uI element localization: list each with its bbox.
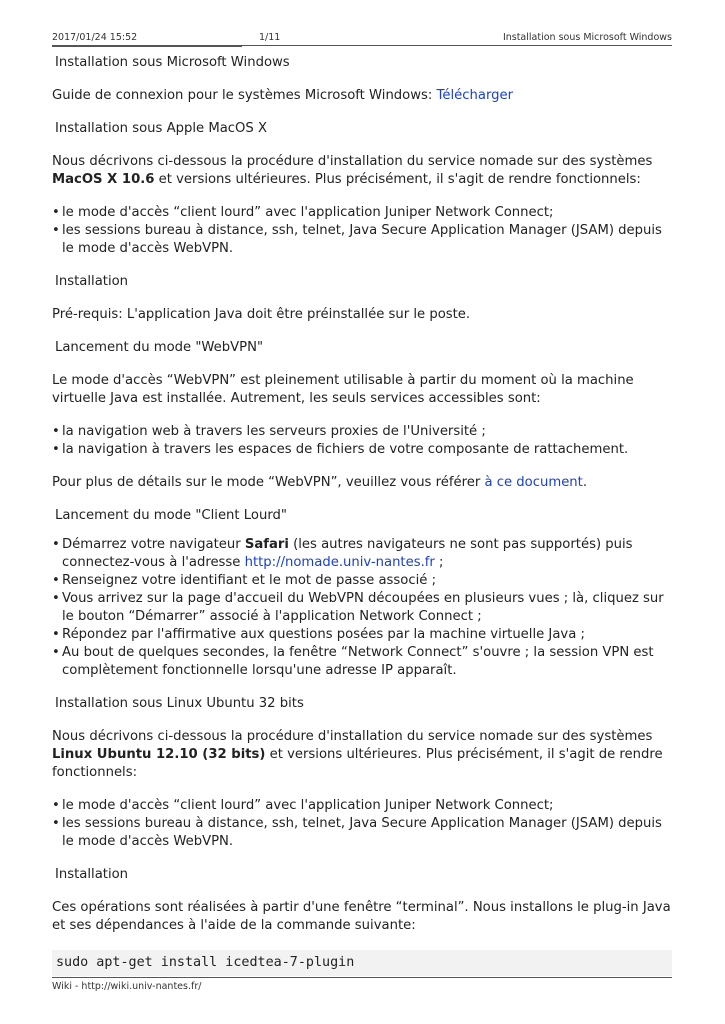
list-item: • Répondez par l'affirmative aux questions posées par la machine virtuelle Java ; <box>62 626 672 644</box>
terminal-paragraph: Ces opérations sont réalisées à partir d'une fenêtre “terminal”. Nous installons le plug-in Java et ses dépendances à l'aide de la commande suivante: <box>52 900 671 933</box>
macos-intro-paragraph: Nous décrivons ci-dessous la procédure d'installation du service nomade sur des systèmes MacOS X 10.6 et versions ultérieures. Plus précisément, il s'agit de rendre fonctionnels: <box>52 154 653 187</box>
webvpn-paragraph: Le mode d'accès “WebVPN” est pleinement utilisable à partir du moment où la machine virtuelle Java est installée. Autrement, les seuls services accessibles sont: <box>52 373 634 406</box>
page-footer: Wiki - http://wiki.univ-nantes.fr/ <box>52 977 672 992</box>
document-link[interactable]: à ce document <box>484 475 583 490</box>
list-item: • le mode d'accès “client lourd” avec l'application Juniper Network Connect; <box>62 204 672 222</box>
heading-installation-macos: Installation <box>55 274 129 289</box>
list-item: • le mode d'accès “client lourd” avec l'application Juniper Network Connect; <box>62 797 672 815</box>
list-item: • les sessions bureau à distance, ssh, telnet, Java Secure Application Manager (JSAM) depuis le mode d'accès WebVPN. <box>62 815 672 851</box>
nomade-url-link[interactable]: http://nomade.univ-nantes.fr <box>244 555 435 570</box>
ubuntu-feature-list <box>52 797 672 851</box>
list-item: • les sessions bureau à distance, ssh, telnet, Java Secure Application Manager (JSAM) depuis le mode d'accès WebVPN. <box>62 222 672 258</box>
heading-ubuntu: Installation sous Linux Ubuntu 32 bits <box>55 696 304 711</box>
list-item: • la navigation à travers les espaces de fichiers de votre composante de rattachement. <box>62 441 672 459</box>
download-link[interactable]: Télécharger <box>436 88 514 103</box>
ubuntu-version: Linux Ubuntu 12.10 (32 bits) <box>52 747 266 762</box>
list-item: • Au bout de quelques secondes, la fenêtre “Network Connect” s'ouvre ; la session VPN est complètement fonctionnelle lorsqu'une adresse IP apparaît. <box>62 644 672 680</box>
ubuntu-intro-paragraph: Nous décrivons ci-dessous la procédure d'installation du service nomade sur des systèmes Linux Ubuntu 12.10 (32 bits) et versions ultérieures. Plus précisément, il s'agit de rendre fonctionnels: <box>52 729 663 780</box>
heading-client-lourd: Lancement du mode "Client Lourd" <box>55 508 287 523</box>
header-datetime: 2017/01/24 15:52 <box>52 32 138 43</box>
webvpn-more-paragraph: Pour plus de détails sur le mode “WebVPN”, veuillez vous référer à ce document. <box>52 475 588 490</box>
list-item: • la navigation web à travers les serveurs proxies de l'Université ; <box>62 423 672 441</box>
prerequisite-paragraph: Pré-requis: L'application Java doit être préinstallée sur le poste. <box>52 307 471 322</box>
heading-webvpn: Lancement du mode "WebVPN" <box>55 340 264 355</box>
list-item: • Renseignez votre identifiant et le mot de passe associé ; <box>62 572 672 590</box>
list-item: • Vous arrivez sur la page d'accueil du WebVPN découpées en plusieurs vues ; là, cliquez sur le bouton “Démarrer” associé à l'application Network Connect ; <box>62 590 672 626</box>
heading-macos: Installation sous Apple MacOS X <box>55 121 268 136</box>
header-page-number: 1/11 <box>259 32 281 43</box>
code-block: sudo apt-get install icedtea-7-plugin <box>52 950 672 976</box>
windows-guide-paragraph: Guide de connexion pour le systèmes Microsoft Windows: Télécharger <box>52 88 514 103</box>
macos-feature-list <box>52 204 672 258</box>
client-lourd-steps <box>52 536 672 680</box>
header-divider <box>52 46 242 47</box>
heading-windows: Installation sous Microsoft Windows <box>55 55 290 70</box>
document-content <box>52 54 672 976</box>
macos-version: MacOS X 10.6 <box>52 172 155 187</box>
list-item: • Démarrez votre navigateur Safari (les autres navigateurs ne sont pas supportés) puis connectez-vous à l'adresse http://nomade.univ-nantes.fr ; <box>62 536 672 572</box>
webvpn-service-list <box>52 423 672 459</box>
page-header <box>52 30 672 46</box>
header-title: Installation sous Microsoft Windows <box>502 32 672 43</box>
safari-label: Safari <box>244 537 289 552</box>
heading-installation-ubuntu: Installation <box>55 867 129 882</box>
